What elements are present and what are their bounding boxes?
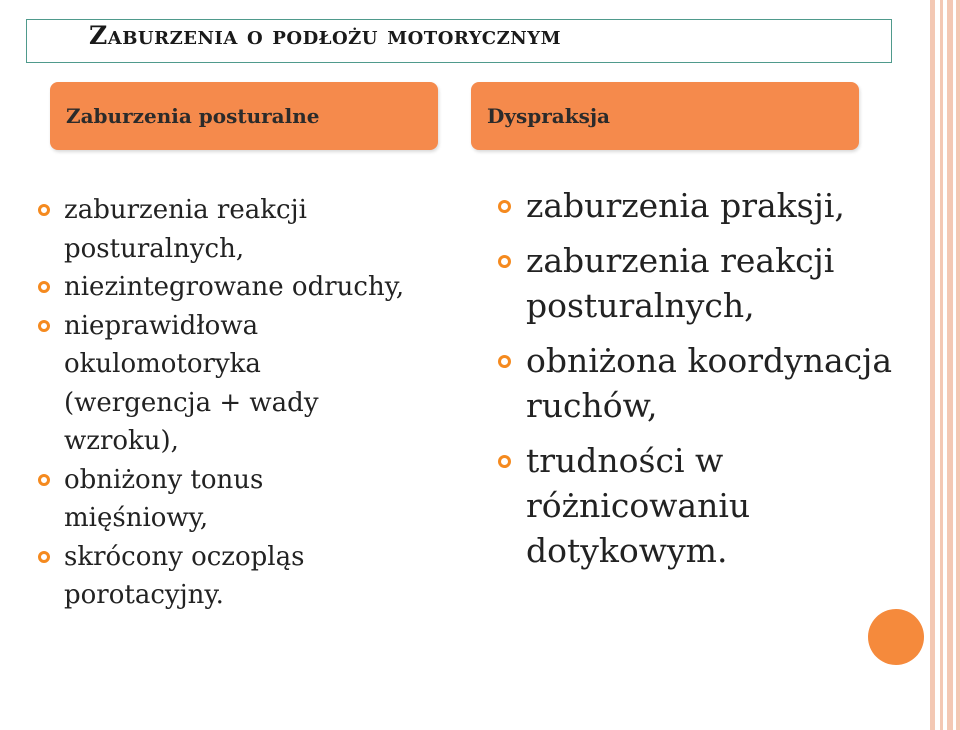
list-item-line: okulomotoryka: [64, 349, 261, 379]
list-item: [496, 183, 936, 228]
list-item-line: obniżony tonus: [64, 464, 264, 495]
list-item-line: różnicowaniu: [526, 486, 751, 525]
list-item-line: skrócony oczopląs: [64, 541, 305, 572]
ring-bullet-icon: [38, 320, 50, 332]
ring-bullet-icon: [38, 204, 50, 216]
list-item: [36, 268, 446, 307]
ring-bullet-icon: [38, 474, 50, 486]
ring-bullet-icon: [38, 551, 50, 563]
list-item: [496, 238, 936, 328]
ring-bullet-icon: [498, 455, 511, 468]
list-item-line: zaburzenia reakcji: [526, 241, 835, 280]
list-item-line: (wergencja + wady: [64, 387, 319, 418]
list-item: [36, 307, 446, 461]
list-item: [36, 191, 446, 268]
list-item: [36, 461, 446, 538]
list-item-line: wzroku),: [64, 426, 179, 456]
list-item-line: niezintegrowane odruchy,: [64, 272, 405, 302]
list-item-line: zaburzenia reakcji: [64, 195, 307, 225]
ring-bullet-icon: [38, 281, 50, 293]
list-item-line: mięśniowy,: [64, 503, 209, 533]
ring-bullet-icon: [498, 355, 511, 368]
left-column-header: [50, 82, 438, 150]
list-item-line: trudności w: [526, 441, 724, 480]
ring-bullet-icon: [498, 255, 511, 268]
page-title: Zaburzenia o podłożu motorycznym: [89, 21, 562, 50]
list-item-line: ruchów,: [526, 386, 658, 425]
list-item-line: obniżona koordynacja: [526, 341, 893, 380]
title-frame: [26, 19, 892, 63]
list-item: [496, 438, 936, 573]
right-column-list: [496, 183, 936, 583]
list-item: [496, 338, 936, 428]
list-item-line: posturalnych,: [526, 286, 755, 325]
list-item-line: dotykowym.: [526, 531, 728, 570]
right-column-header-label: Dyspraksja: [487, 104, 611, 128]
left-column-header-label: Zaburzenia posturalne: [66, 104, 320, 128]
list-item-line: nieprawidłowa: [64, 310, 259, 341]
orange-circle-icon: [868, 609, 924, 665]
list-item: [36, 538, 446, 615]
list-item-line: porotacyjny.: [64, 580, 224, 610]
left-column-list: [36, 191, 446, 615]
list-item-line: zaburzenia praksji,: [526, 186, 845, 225]
list-item-line: posturalnych,: [64, 233, 245, 264]
ring-bullet-icon: [498, 200, 511, 213]
right-column-header: [471, 82, 859, 150]
